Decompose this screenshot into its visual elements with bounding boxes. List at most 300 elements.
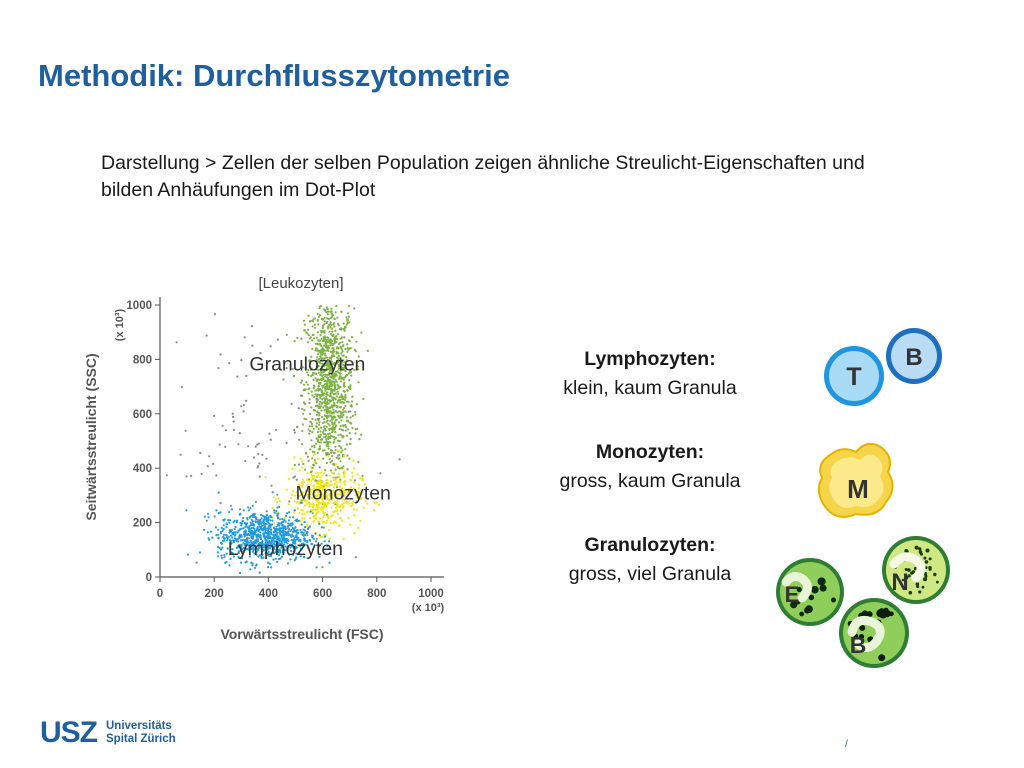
data-point — [293, 375, 295, 377]
data-point — [265, 518, 267, 520]
logo-words — [106, 720, 176, 746]
data-point — [342, 414, 344, 416]
data-point — [317, 339, 319, 341]
data-point — [355, 556, 357, 558]
data-point — [301, 408, 303, 410]
data-point — [319, 466, 321, 468]
data-point — [309, 526, 311, 528]
data-point — [314, 389, 316, 391]
slide-title: Methodik: Durchflusszytometrie — [38, 58, 510, 93]
data-point — [331, 431, 333, 433]
data-point — [270, 515, 272, 517]
data-point — [320, 334, 322, 336]
data-point — [218, 512, 220, 514]
data-point — [298, 512, 300, 514]
logo-line-2: Spital Zürich — [106, 733, 176, 745]
data-point — [340, 346, 342, 348]
data-point — [217, 529, 219, 531]
data-point — [323, 336, 325, 338]
data-point — [288, 503, 290, 505]
data-point — [262, 529, 264, 531]
data-point — [340, 380, 342, 382]
data-point — [294, 464, 296, 466]
data-point — [329, 428, 331, 430]
data-point — [342, 344, 344, 346]
data-point — [307, 329, 309, 331]
data-point — [207, 531, 209, 533]
data-point — [294, 509, 296, 511]
data-point — [298, 520, 300, 522]
data-point — [309, 511, 311, 513]
data-point — [317, 386, 319, 388]
data-point — [306, 479, 308, 481]
data-point — [286, 442, 288, 444]
data-point — [304, 469, 306, 471]
data-point — [311, 473, 313, 475]
data-point — [316, 426, 318, 428]
data-point — [310, 439, 312, 441]
data-point — [333, 326, 335, 328]
data-point — [321, 566, 323, 568]
data-point — [352, 460, 354, 462]
data-point — [338, 397, 340, 399]
data-point — [259, 531, 261, 533]
data-point — [238, 529, 240, 531]
data-point — [324, 320, 326, 322]
data-point — [272, 491, 274, 493]
data-point — [326, 440, 328, 442]
data-point — [275, 498, 277, 500]
data-point — [332, 334, 334, 336]
data-point — [315, 472, 317, 474]
data-point — [330, 321, 332, 323]
data-point — [251, 524, 253, 526]
data-point — [326, 322, 328, 324]
data-point — [343, 473, 345, 475]
data-point — [310, 421, 312, 423]
data-point — [271, 520, 273, 522]
data-point — [308, 334, 310, 336]
data-point — [300, 338, 302, 340]
data-point — [314, 533, 316, 535]
data-point — [287, 562, 289, 564]
data-point — [323, 506, 325, 508]
data-point — [325, 350, 327, 352]
data-point — [329, 326, 331, 328]
data-point — [350, 438, 352, 440]
data-point — [327, 336, 329, 338]
data-point — [292, 516, 294, 518]
cluster-annotations — [228, 353, 391, 560]
data-point — [327, 517, 329, 519]
data-point — [304, 329, 306, 331]
data-point — [232, 416, 234, 418]
data-point — [317, 418, 319, 420]
data-point — [317, 388, 319, 390]
data-point — [249, 568, 251, 570]
data-point — [309, 506, 311, 508]
data-point — [267, 566, 269, 568]
y-tick-label: 600 — [132, 408, 152, 421]
data-point — [254, 516, 256, 518]
data-point — [311, 425, 313, 427]
data-point — [236, 376, 238, 378]
data-point — [318, 428, 320, 430]
data-point — [351, 400, 353, 402]
data-point — [327, 515, 329, 517]
data-point — [333, 322, 335, 324]
data-point — [355, 350, 357, 352]
data-point — [313, 318, 315, 320]
data-point — [326, 412, 328, 414]
data-point — [257, 465, 259, 467]
data-point — [379, 472, 381, 474]
monocyte-icon — [819, 444, 893, 517]
data-point — [335, 392, 337, 394]
data-point — [313, 445, 315, 447]
data-point — [220, 532, 222, 534]
data-point — [315, 479, 317, 481]
data-point — [349, 432, 351, 434]
data-point — [214, 515, 216, 517]
data-point — [251, 527, 253, 529]
data-point — [328, 403, 330, 405]
data-point — [317, 472, 319, 474]
data-point — [245, 532, 247, 534]
data-point — [246, 518, 248, 520]
eosinophil-icon — [776, 558, 844, 626]
data-point — [220, 554, 222, 556]
data-point — [201, 473, 203, 475]
data-point — [318, 379, 320, 381]
data-point — [319, 476, 321, 478]
cell-type-description: gross, kaum Granula — [559, 470, 741, 492]
data-point — [225, 429, 227, 431]
data-point — [253, 456, 255, 458]
data-point — [288, 500, 290, 502]
data-point — [220, 548, 222, 550]
data-point — [303, 529, 305, 531]
data-point — [356, 473, 358, 475]
data-point — [300, 395, 302, 397]
data-point — [229, 519, 231, 521]
data-point — [262, 515, 264, 517]
data-point — [303, 517, 305, 519]
logo-line-1: Universitäts — [106, 720, 172, 732]
data-point — [296, 479, 298, 481]
data-point — [323, 429, 325, 431]
data-point — [341, 341, 343, 343]
data-point — [331, 316, 333, 318]
data-point — [336, 347, 338, 349]
data-point — [288, 519, 290, 521]
data-point — [343, 407, 345, 409]
data-point — [343, 385, 345, 387]
data-point — [286, 334, 288, 336]
data-point — [310, 406, 312, 408]
data-point — [357, 527, 359, 529]
data-point — [329, 458, 331, 460]
data-point — [335, 510, 337, 512]
data-point — [255, 531, 257, 533]
data-point — [324, 386, 326, 388]
data-point — [314, 516, 316, 518]
data-point — [316, 337, 318, 339]
data-point — [305, 418, 307, 420]
data-point — [284, 517, 286, 519]
lymphocyte-block — [520, 345, 780, 403]
data-point — [287, 534, 289, 536]
data-point — [328, 438, 330, 440]
data-point — [208, 537, 210, 539]
data-point — [316, 566, 318, 568]
data-point — [287, 532, 289, 534]
data-point — [190, 475, 192, 477]
data-point — [251, 325, 253, 327]
data-point — [326, 306, 328, 308]
data-point — [286, 512, 288, 514]
x-tick-label: 600 — [313, 588, 333, 600]
data-point — [239, 514, 241, 516]
data-point — [213, 415, 215, 417]
data-point — [336, 395, 338, 397]
data-point — [223, 554, 225, 556]
data-point — [327, 326, 329, 328]
data-point — [317, 458, 319, 460]
data-point — [240, 528, 242, 530]
data-point — [329, 420, 331, 422]
data-point — [344, 448, 346, 450]
data-point — [339, 399, 341, 401]
data-point — [250, 515, 252, 517]
data-point — [291, 522, 293, 524]
data-point — [323, 345, 325, 347]
data-point — [320, 434, 322, 436]
data-point — [339, 479, 341, 481]
cluster-label: Granulozyten — [249, 353, 366, 376]
data-point — [327, 383, 329, 385]
data-point — [303, 401, 305, 403]
x-unit: (x 10³) — [411, 602, 445, 614]
data-point — [327, 399, 329, 401]
data-point — [323, 397, 325, 399]
data-point — [320, 472, 322, 474]
data-point — [237, 443, 239, 445]
data-point — [276, 501, 278, 503]
data-point — [311, 394, 313, 396]
data-point — [353, 508, 355, 510]
data-point — [311, 418, 313, 420]
data-point — [327, 443, 329, 445]
data-point — [204, 516, 206, 518]
data-point — [305, 381, 307, 383]
data-point — [294, 475, 296, 477]
data-point — [316, 438, 318, 440]
data-point — [329, 475, 331, 477]
data-point — [330, 340, 332, 342]
data-point — [324, 521, 326, 523]
data-point — [330, 324, 332, 326]
data-point — [334, 330, 336, 332]
data-point — [326, 514, 328, 516]
data-point — [276, 526, 278, 528]
data-point — [242, 527, 244, 529]
data-point — [330, 333, 332, 335]
data-point — [333, 393, 335, 395]
data-point — [357, 461, 359, 463]
data-point — [330, 376, 332, 378]
data-point — [277, 517, 279, 519]
data-point — [343, 382, 345, 384]
page-mark: / — [845, 739, 848, 750]
granulocyte-block — [520, 531, 780, 589]
data-point — [243, 404, 245, 406]
data-point — [329, 400, 331, 402]
data-point — [329, 424, 331, 426]
data-point — [301, 513, 303, 515]
data-point — [335, 507, 337, 509]
data-point — [352, 415, 354, 417]
data-point — [322, 406, 324, 408]
data-point — [252, 534, 254, 536]
data-point — [338, 454, 340, 456]
y-axis-label: Seitwärtsstreulicht (SSC) — [83, 353, 99, 521]
data-point — [320, 405, 322, 407]
data-point — [342, 465, 344, 467]
data-point — [313, 475, 315, 477]
data-point — [228, 522, 230, 524]
cell-type-heading: Lymphozyten: — [584, 348, 716, 370]
data-point — [298, 463, 300, 465]
data-point — [217, 551, 219, 553]
data-point — [319, 403, 321, 405]
data-point — [342, 409, 344, 411]
data-point — [285, 534, 287, 536]
data-point — [283, 527, 285, 529]
data-point — [334, 427, 336, 429]
y-tick-label: 400 — [132, 463, 152, 476]
data-point — [346, 318, 348, 320]
data-point — [267, 520, 269, 522]
data-point — [254, 520, 256, 522]
data-point — [261, 454, 263, 456]
data-point — [276, 506, 278, 508]
data-point — [318, 448, 320, 450]
data-point — [228, 532, 230, 534]
data-point — [314, 459, 316, 461]
data-point — [350, 416, 352, 418]
data-point — [309, 398, 311, 400]
data-point — [289, 516, 291, 518]
cell-type-descriptions — [520, 345, 780, 624]
data-point — [254, 567, 256, 569]
data-point — [334, 446, 336, 448]
data-point — [220, 502, 222, 504]
data-point — [335, 479, 337, 481]
data-point — [270, 439, 272, 441]
data-point — [353, 514, 355, 516]
data-point — [307, 384, 309, 386]
data-point — [298, 439, 300, 441]
data-point — [335, 425, 337, 427]
data-point — [335, 449, 337, 451]
data-point — [315, 443, 317, 445]
data-point — [288, 511, 290, 513]
data-point — [277, 514, 279, 516]
data-point — [340, 395, 342, 397]
data-point — [270, 345, 272, 347]
data-point — [327, 377, 329, 379]
data-point — [335, 469, 337, 471]
data-point — [341, 467, 343, 469]
data-point — [333, 415, 335, 417]
data-point — [333, 402, 335, 404]
data-point — [337, 513, 339, 515]
data-point — [312, 320, 314, 322]
data-point — [313, 454, 315, 456]
data-point — [228, 564, 230, 566]
b-lymphocyte-icon — [886, 328, 942, 384]
data-point — [223, 528, 225, 530]
data-point — [325, 415, 327, 417]
data-point — [243, 410, 245, 412]
data-point — [333, 463, 335, 465]
data-point — [287, 522, 289, 524]
data-point — [351, 336, 353, 338]
data-point — [321, 338, 323, 340]
scatter-plot — [80, 265, 480, 655]
data-point — [219, 444, 221, 446]
data-point — [327, 455, 329, 457]
data-point — [255, 446, 257, 448]
data-point — [273, 522, 275, 524]
data-point — [217, 555, 219, 557]
data-point — [270, 485, 272, 487]
data-point — [334, 338, 336, 340]
data-point — [239, 572, 241, 574]
data-point — [217, 367, 219, 369]
data-point — [179, 454, 181, 456]
data-point — [290, 529, 292, 531]
data-point — [265, 458, 267, 460]
data-point — [340, 451, 342, 453]
scatter-points — [166, 305, 401, 574]
data-point — [354, 414, 356, 416]
data-point — [343, 322, 345, 324]
data-point — [315, 509, 317, 511]
data-point — [326, 426, 328, 428]
x-axis-label: Vorwärtsstreulicht (FSC) — [220, 626, 384, 642]
data-point — [225, 523, 227, 525]
data-point — [269, 563, 271, 565]
data-point — [334, 431, 336, 433]
data-point — [291, 468, 293, 470]
data-point — [166, 474, 168, 476]
data-point — [351, 472, 353, 474]
data-point — [322, 318, 324, 320]
data-point — [346, 435, 348, 437]
data-point — [340, 425, 342, 427]
data-point — [327, 311, 329, 313]
data-point — [319, 383, 321, 385]
data-point — [337, 440, 339, 442]
data-point — [218, 492, 220, 494]
data-point — [353, 532, 355, 534]
data-point — [294, 431, 296, 433]
data-point — [223, 524, 225, 526]
data-point — [185, 509, 187, 511]
data-point — [240, 359, 242, 361]
